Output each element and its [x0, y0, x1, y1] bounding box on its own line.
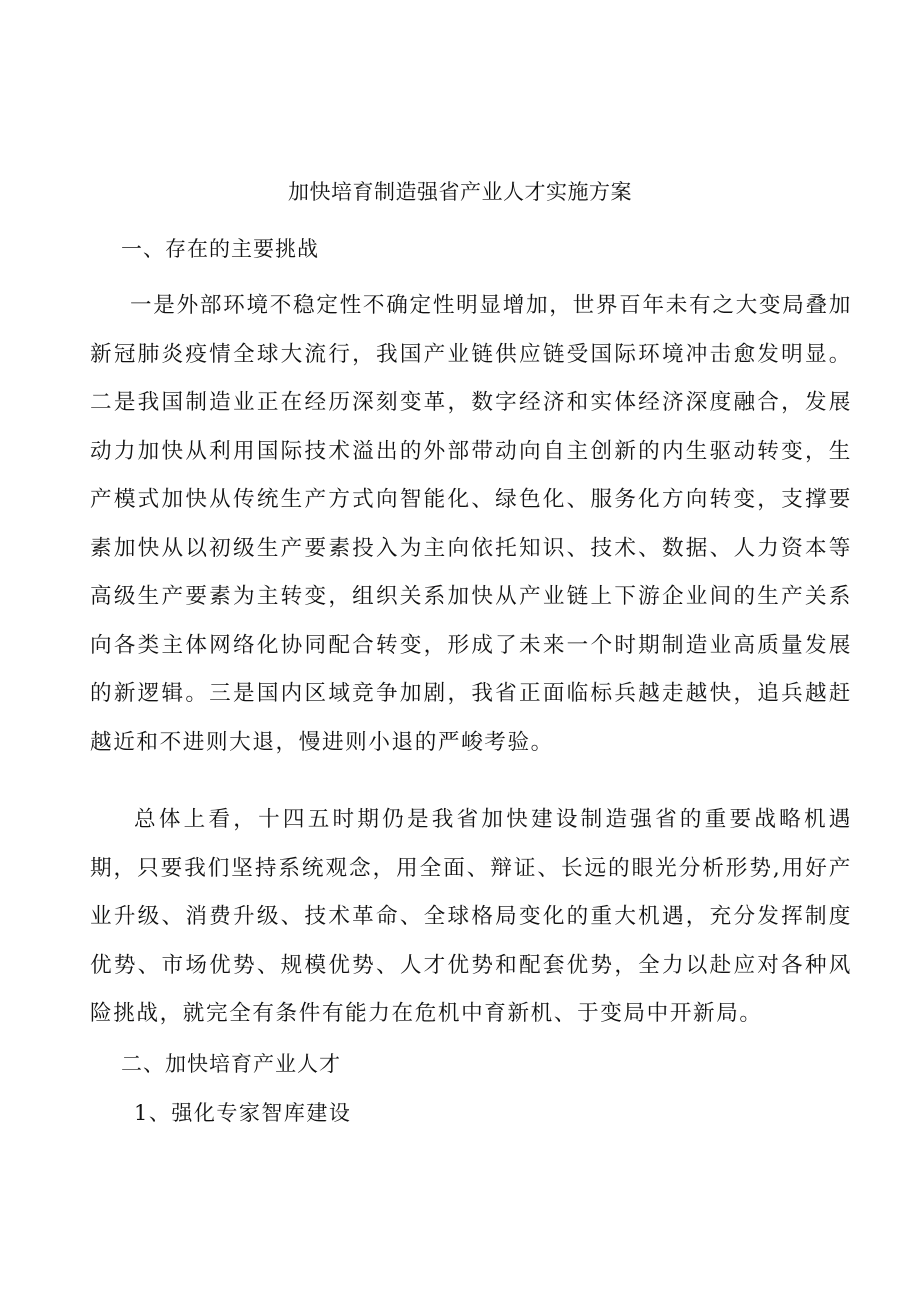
paragraph-overview: 总体上看，十四五时期仍是我省加快建设制造强省的重要战略机遇期，只要我们坚持系统观念，用全面、辩证、长远的眼光分析形势,用好产业升级、消费升级、技术革命、全球格局变化的重大机遇，充分发挥制度优势、市场优势、规模优势、人才优势和配套优势，全力以赴应对各种风险挑战，就完全有条件有能力在危机中育新机、于变局中开新局。: [90, 807, 852, 1026]
subsection-heading-think-tank: 1、强化专家智库建设: [134, 1101, 352, 1125]
section-heading-talent: 二、加快培育产业人才: [121, 1052, 341, 1076]
section-heading-challenges: 一、存在的主要挑战: [121, 237, 319, 261]
paragraph-challenges: 一是外部环境不稳定性不确定性明显增加，世界百年未有之大变局叠加新冠肺炎疫情全球大流行，我国产业链供应链受国际环境冲击愈发明显。二是我国制造业正在经历深刻变革，数字经济和实体经济深度融合，发展动力加快从利用国际技术溢出的外部带动向自主创新的内生驱动转变，生产模式加快从传统生产方式向智能化、绿色化、服务化方向转变，支撑要素加快从以初级生产要素投入为主向依托知识、技术、数据、人力资本等高级生产要素为主转变，组织关系加快从产业链上下游企业间的生产关系向各类主体网络化协同配合转变，形成了未来一个时期制造业高质量发展的新逻辑。三是国内区域竞争加剧，我省正面临标兵越走越快，追兵越赶越近和不进则大退，慢进则小退的严峻考验。: [90, 293, 852, 755]
document-title: 加快培育制造强省产业人才实施方案: [288, 180, 632, 204]
